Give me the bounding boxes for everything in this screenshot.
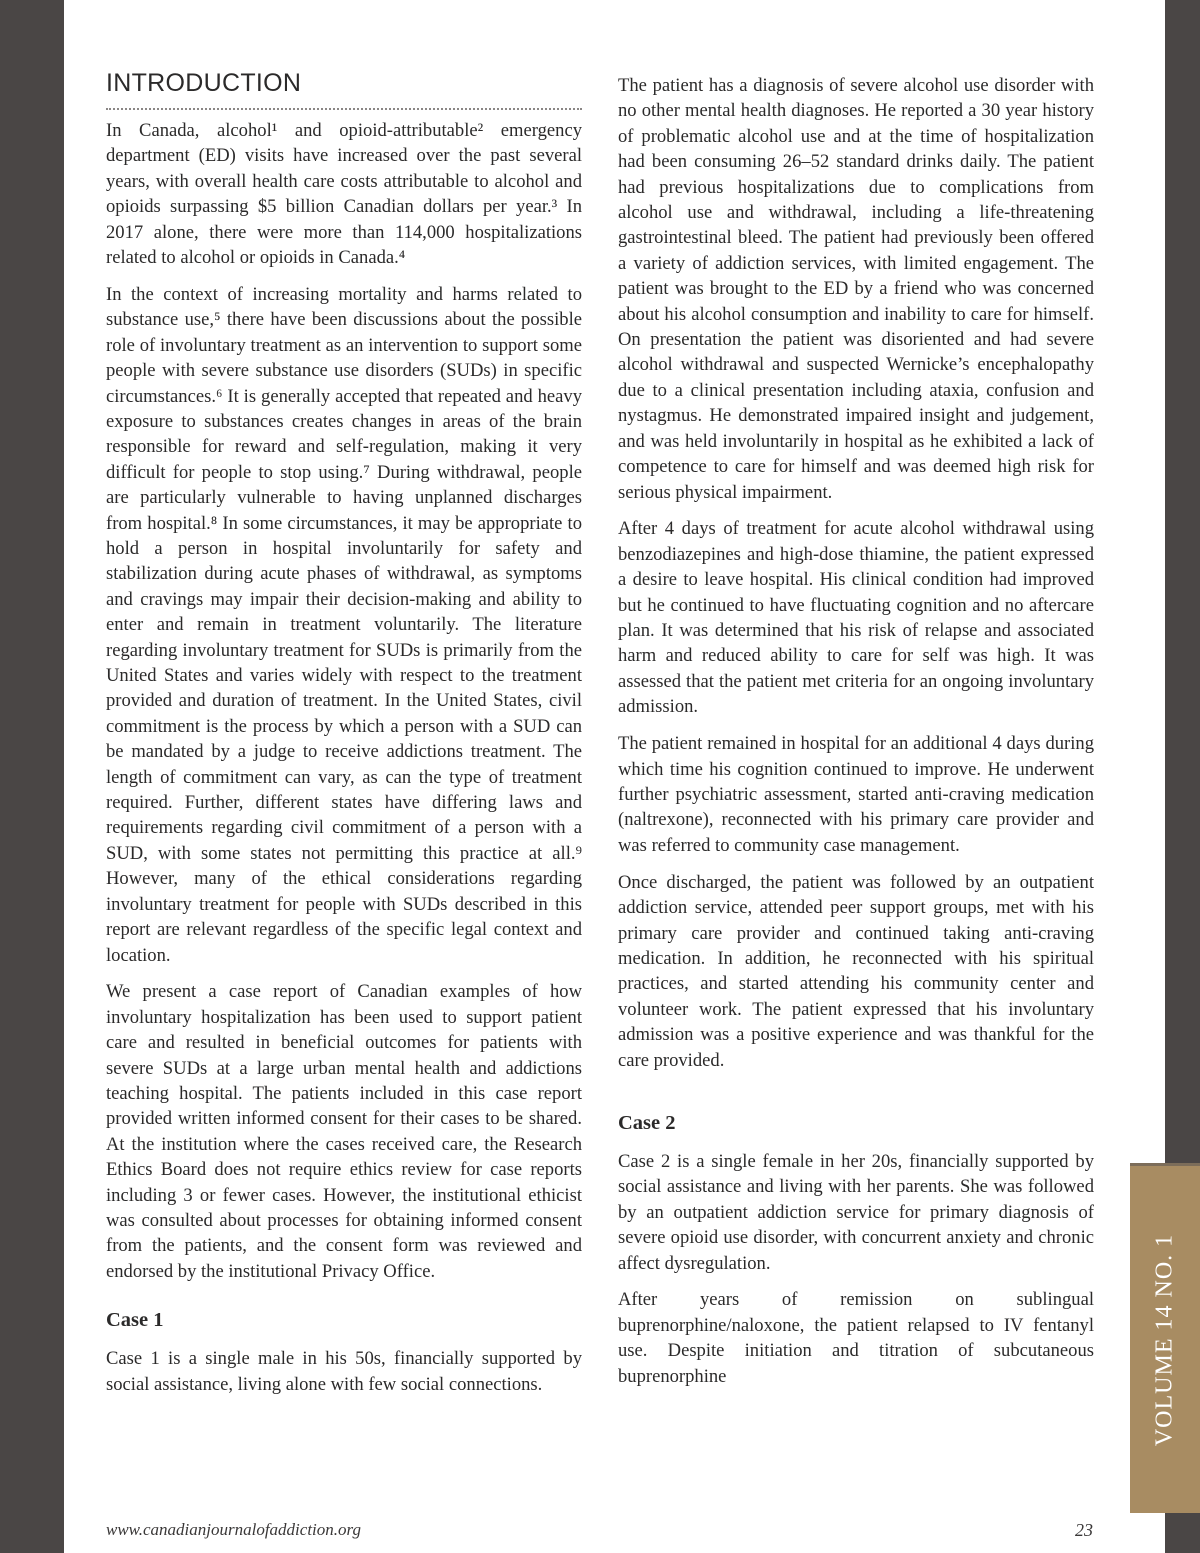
journal-url: www.canadianjournalofaddiction.org — [106, 1520, 362, 1539]
left-column — [106, 68, 582, 1409]
paragraph: After 4 days of treatment for acute alcohol withdrawal using benzodiazepines and high-dose thiamine, the patient expressed a desire to leave hospital. His clinical condition had improved but he continued to have fluctuating cognition and no aftercare plan. It was determined that his risk of relapse and associated harm and reduced ability to care for self was high. It was assessed that the patient met criteria for an ongoing involuntary admission. — [618, 518, 1094, 718]
volume-label: VOLUME 14 NO. 1 — [1151, 1233, 1178, 1446]
case-heading: Case 2 — [618, 1111, 676, 1134]
journal-page — [64, 0, 1165, 1553]
case-heading: Case 1 — [106, 1309, 164, 1332]
paragraph: Once discharged, the patient was followed by an outpatient addiction service, attended peer support groups, met with his primary care provider and continued taking anti-craving medication. In addition, he reconnected with his spiritual practices, and started attending his community center and volunteer work. The patient expressed that his involuntary admission was a positive experience and was thankful for the care provided. — [618, 871, 1094, 1071]
paragraph: We present a case report of Canadian examples of how involuntary hospitalization has been used to support patient care and resulted in beneficial outcomes for patients with severe SUDs at a large urban mental health and addictions teaching hospital. The patients included in this case report provided written informed consent for their cases to be shared. At the institution where the cases received care, the Research Ethics Board does not require ethics review for case reports including 3 or fewer cases. However, the institutional ethicist was consulted about processes for obtaining informed consent from the patients, and the consent form was reviewed and endorsed by the institutional Privacy Office. — [106, 981, 582, 1282]
paragraph: The patient has a diagnosis of severe alcohol use disorder with no other mental health diagnoses. He reported a 30 year history of problematic alcohol use and at the time of hospitalization had been consuming 26–52 standard drinks daily. The patient had previous hospitalizations due to complications from alcohol use and withdrawal, including a life-threatening gastrointestinal bleed. The patient had previously been offered a variety of addiction services, with limited engagement. The patient was brought to the ED by a friend who was concerned about his alcohol consumption and inability to care for himself. On presentation the patient was disoriented and had severe alcohol withdrawal and suspected Wernicke’s encephalopathy due to a clinical presentation including ataxia, confusion and nystagmus. He demonstrated impaired insight and judgement, and was held involuntarily in hospital as he exhibited a lack of competence to care for himself and was deemed high risk for serious physical impairment. — [618, 75, 1094, 503]
page-number: 23 — [1075, 1520, 1093, 1540]
paragraph: After years of remission on sublingual buprenorphine/naloxone, the patient relapsed to IV fentanyl use. Despite initiation and titration of subcutaneous buprenorphine — [618, 1289, 1094, 1387]
paragraph: Case 1 is a single male in his 50s, financially supported by social assistance, living alone with few social connections. — [106, 1348, 582, 1395]
section-heading-introduction: INTRODUCTION — [106, 68, 582, 110]
paragraph: In Canada, alcohol¹ and opioid-attributable² emergency department (ED) visits have increased over the past several years, with overall health care costs attributable to alcohol and opioids surpassing $5 billion Canadian dollars per year.³ In 2017 alone, there were more than 114,000 hospitalizations related to alcohol or opioids in Canada.⁴ — [106, 120, 582, 269]
volume-tab — [1130, 1163, 1200, 1513]
paragraph: In the context of increasing mortality and harms related to substance use,⁵ there have been discussions about the possible role of involuntary treatment as an intervention to support some people with severe substance use disorders (SUDs) in specific circumstances.⁶ It is generally accepted that repeated and heavy exposure to substances creates changes in areas of the brain responsible for reward and self-regulation, making it very difficult for people to stop using.⁷ During withdrawal, people are particularly vulnerable to having unplanned discharges from hospital.⁸ In some circumstances, it may be appropriate to hold a person in hospital involuntarily for safety and stabilization during acute phases of withdrawal, as symptoms and cravings may impair their decision-making and ability to enter and remain in treatment voluntarily. The literature regarding involuntary treatment for SUDs is primarily from the United States and varies widely with respect to the treatment provided and duration of treatment. In the United States, civil commitment is the process by which a person with a SUD can be mandated by a judge to receive addictions treatment. The length of commitment can vary, as can the type of treatment required. Further, different states have differing laws and requirements regarding civil commitment of a person with a SUD, with some states not permitting this practice at all.⁹ However, many of the ethical considerations regarding involuntary treatment for people with SUDs described in this report are relevant regardless of the specific legal context and location. — [106, 283, 582, 966]
right-column — [618, 73, 1094, 1401]
paragraph: Case 2 is a single female in her 20s, financially supported by social assistance and living with her parents. She was followed by an outpatient addiction service for primary diagnosis of severe opioid use disorder, with concurrent anxiety and chronic affect dysregulation. — [618, 1150, 1094, 1274]
paragraph: The patient remained in hospital for an additional 4 days during which time his cognition continued to improve. He underwent further psychiatric assessment, started anti-craving medication (naltrexone), reconnected with his primary care provider and was referred to community case management. — [618, 733, 1094, 856]
